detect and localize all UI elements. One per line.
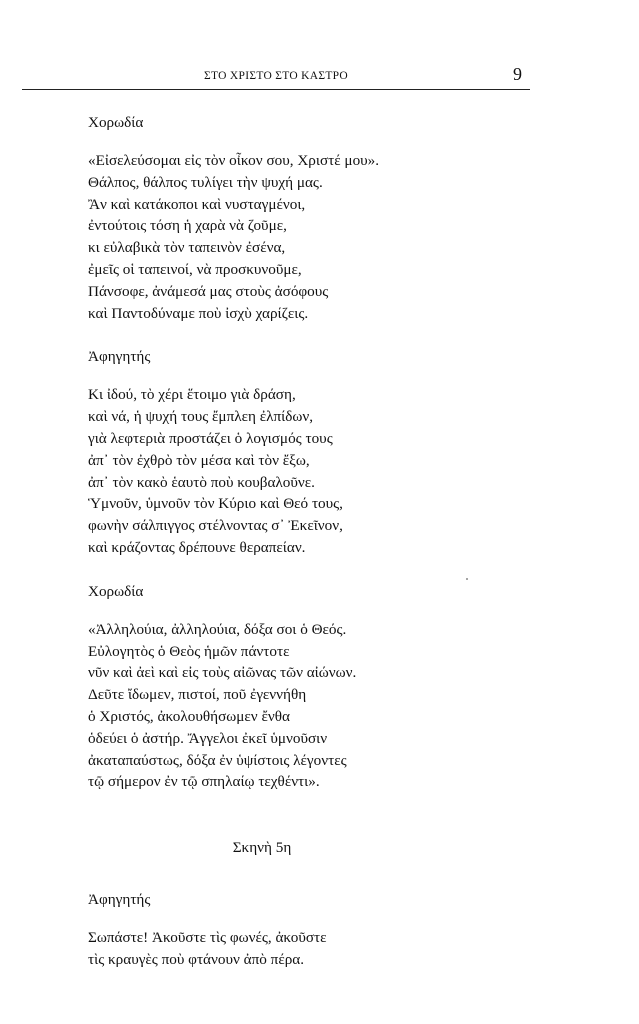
speaker-label: Ἀφηγητής xyxy=(88,891,151,909)
verse-line: ἀκαταπαύστως, δόξα ἐν ὑψίστοις λέγοντες xyxy=(88,751,347,769)
verse-line: καὶ Παντοδύναμε ποὺ ἰσχὺ χαρίζεις. xyxy=(88,304,309,322)
page-header xyxy=(22,62,530,88)
verse-line: Ἂν καὶ κατάκοποι καὶ νυσταγμένοι, xyxy=(88,195,306,213)
spacer xyxy=(88,136,468,150)
spacer xyxy=(88,370,468,384)
speaker-label: Χορωδία xyxy=(88,114,144,131)
verse-line: ὁ Χριστός, ἀκολουθήσωμεν ἔνθα xyxy=(88,707,290,725)
verse-line: ἀπ᾽ τὸν ἐχθρὸ τὸν μέσα καὶ τὸν ἔξω, xyxy=(88,451,310,469)
verse-line: καὶ νά, ἡ ψυχή τους ἔμπλεη ἐλπίδων, xyxy=(88,408,314,426)
verse-line: «Ἀλληλούια, ἀλληλούια, δόξα σοι ὁ Θεός. xyxy=(88,620,347,638)
spacer xyxy=(88,793,468,835)
page-number: 9 xyxy=(513,64,522,84)
verse-line: Δεῦτε ἴδωμεν, πιστοί, ποῦ ἐγεννήθη xyxy=(88,686,307,704)
verse-line: Ὑμνοῦν, ὑμνοῦν τὸν Κύριο καὶ Θεό τους, xyxy=(88,495,343,513)
verse-line: κι εὐλαβικὰ τὸν ταπεινὸν ἐσένα, xyxy=(88,239,286,257)
verse-line: Κι ἰδού, τὸ χέρι ἕτοιμο γιὰ δράση, xyxy=(88,386,296,404)
spacer xyxy=(88,861,468,887)
verse-line: φωνὴν σάλπιγγος στέλνοντας σ᾽ Ἐκεῖνον, xyxy=(88,517,343,535)
verse-line: γιὰ λεφτεριὰ προστάζει ὁ λογισμός τους xyxy=(88,429,333,447)
verse-line: ὁδεύει ὁ ἀστήρ. Ἄγγελοι ἐκεῖ ὑμνοῦσιν xyxy=(88,729,328,747)
verse-line: Σωπάστε! Ἀκοῦστε τὶς φωνές, ἀκοῦστε xyxy=(88,929,327,947)
verse-line: τῷ σήμερον ἐν τῷ σπηλαίῳ τεχθέντι». xyxy=(88,773,320,791)
verse-line: τὶς κραυγὲς ποὺ φτάνουν ἀπὸ πέρα. xyxy=(88,950,305,968)
spacer xyxy=(88,324,468,344)
verse-line: καὶ κράζοντας δρέπουνε θεραπείαν. xyxy=(88,538,306,556)
header-rule xyxy=(22,89,530,90)
play-text xyxy=(88,110,468,971)
spacer xyxy=(88,605,468,619)
verse-line: Πάνσοφε, ἀνάμεσά μας στοὺς ἀσόφους xyxy=(88,282,329,300)
verse-line: Εὐλογητὸς ὁ Θεὸς ἡμῶν πάντοτε xyxy=(88,642,290,660)
verse-line: ἐμεῖς οἱ ταπεινοί, νὰ προσκυνοῦμε, xyxy=(88,260,302,278)
running-title: ΣΤΟ ΧΡΙΣΤΟ ΣΤΟ ΚΑΣΤΡΟ xyxy=(204,70,348,82)
verse-line: Θάλπος, θάλπος τυλίγει τὴν ψυχή μας. xyxy=(88,173,323,191)
scan-speck xyxy=(466,578,468,580)
verse-line: «Εἰσελεύσομαι εἰς τὸν οἶκον σου, Χριστέ μου». xyxy=(88,152,380,169)
speaker-label: Χορωδία xyxy=(88,582,144,600)
speaker-label: Ἀφηγητής xyxy=(88,348,151,366)
spacer xyxy=(88,913,468,927)
spacer xyxy=(88,559,468,579)
verse-line: νῦν καὶ ἀεὶ καὶ εἰς τοὺς αἰῶνας τῶν αἰώνων. xyxy=(88,664,357,682)
scene-title: Σκηνὴ 5η xyxy=(232,839,292,857)
verse-line: ἀπ᾽ τὸν κακὸ ἑαυτὸ ποὺ κουβαλοῦνε. xyxy=(88,473,315,491)
verse-line: ἐντούτοις τόση ἡ χαρὰ νὰ ζοῦμε, xyxy=(88,217,287,235)
